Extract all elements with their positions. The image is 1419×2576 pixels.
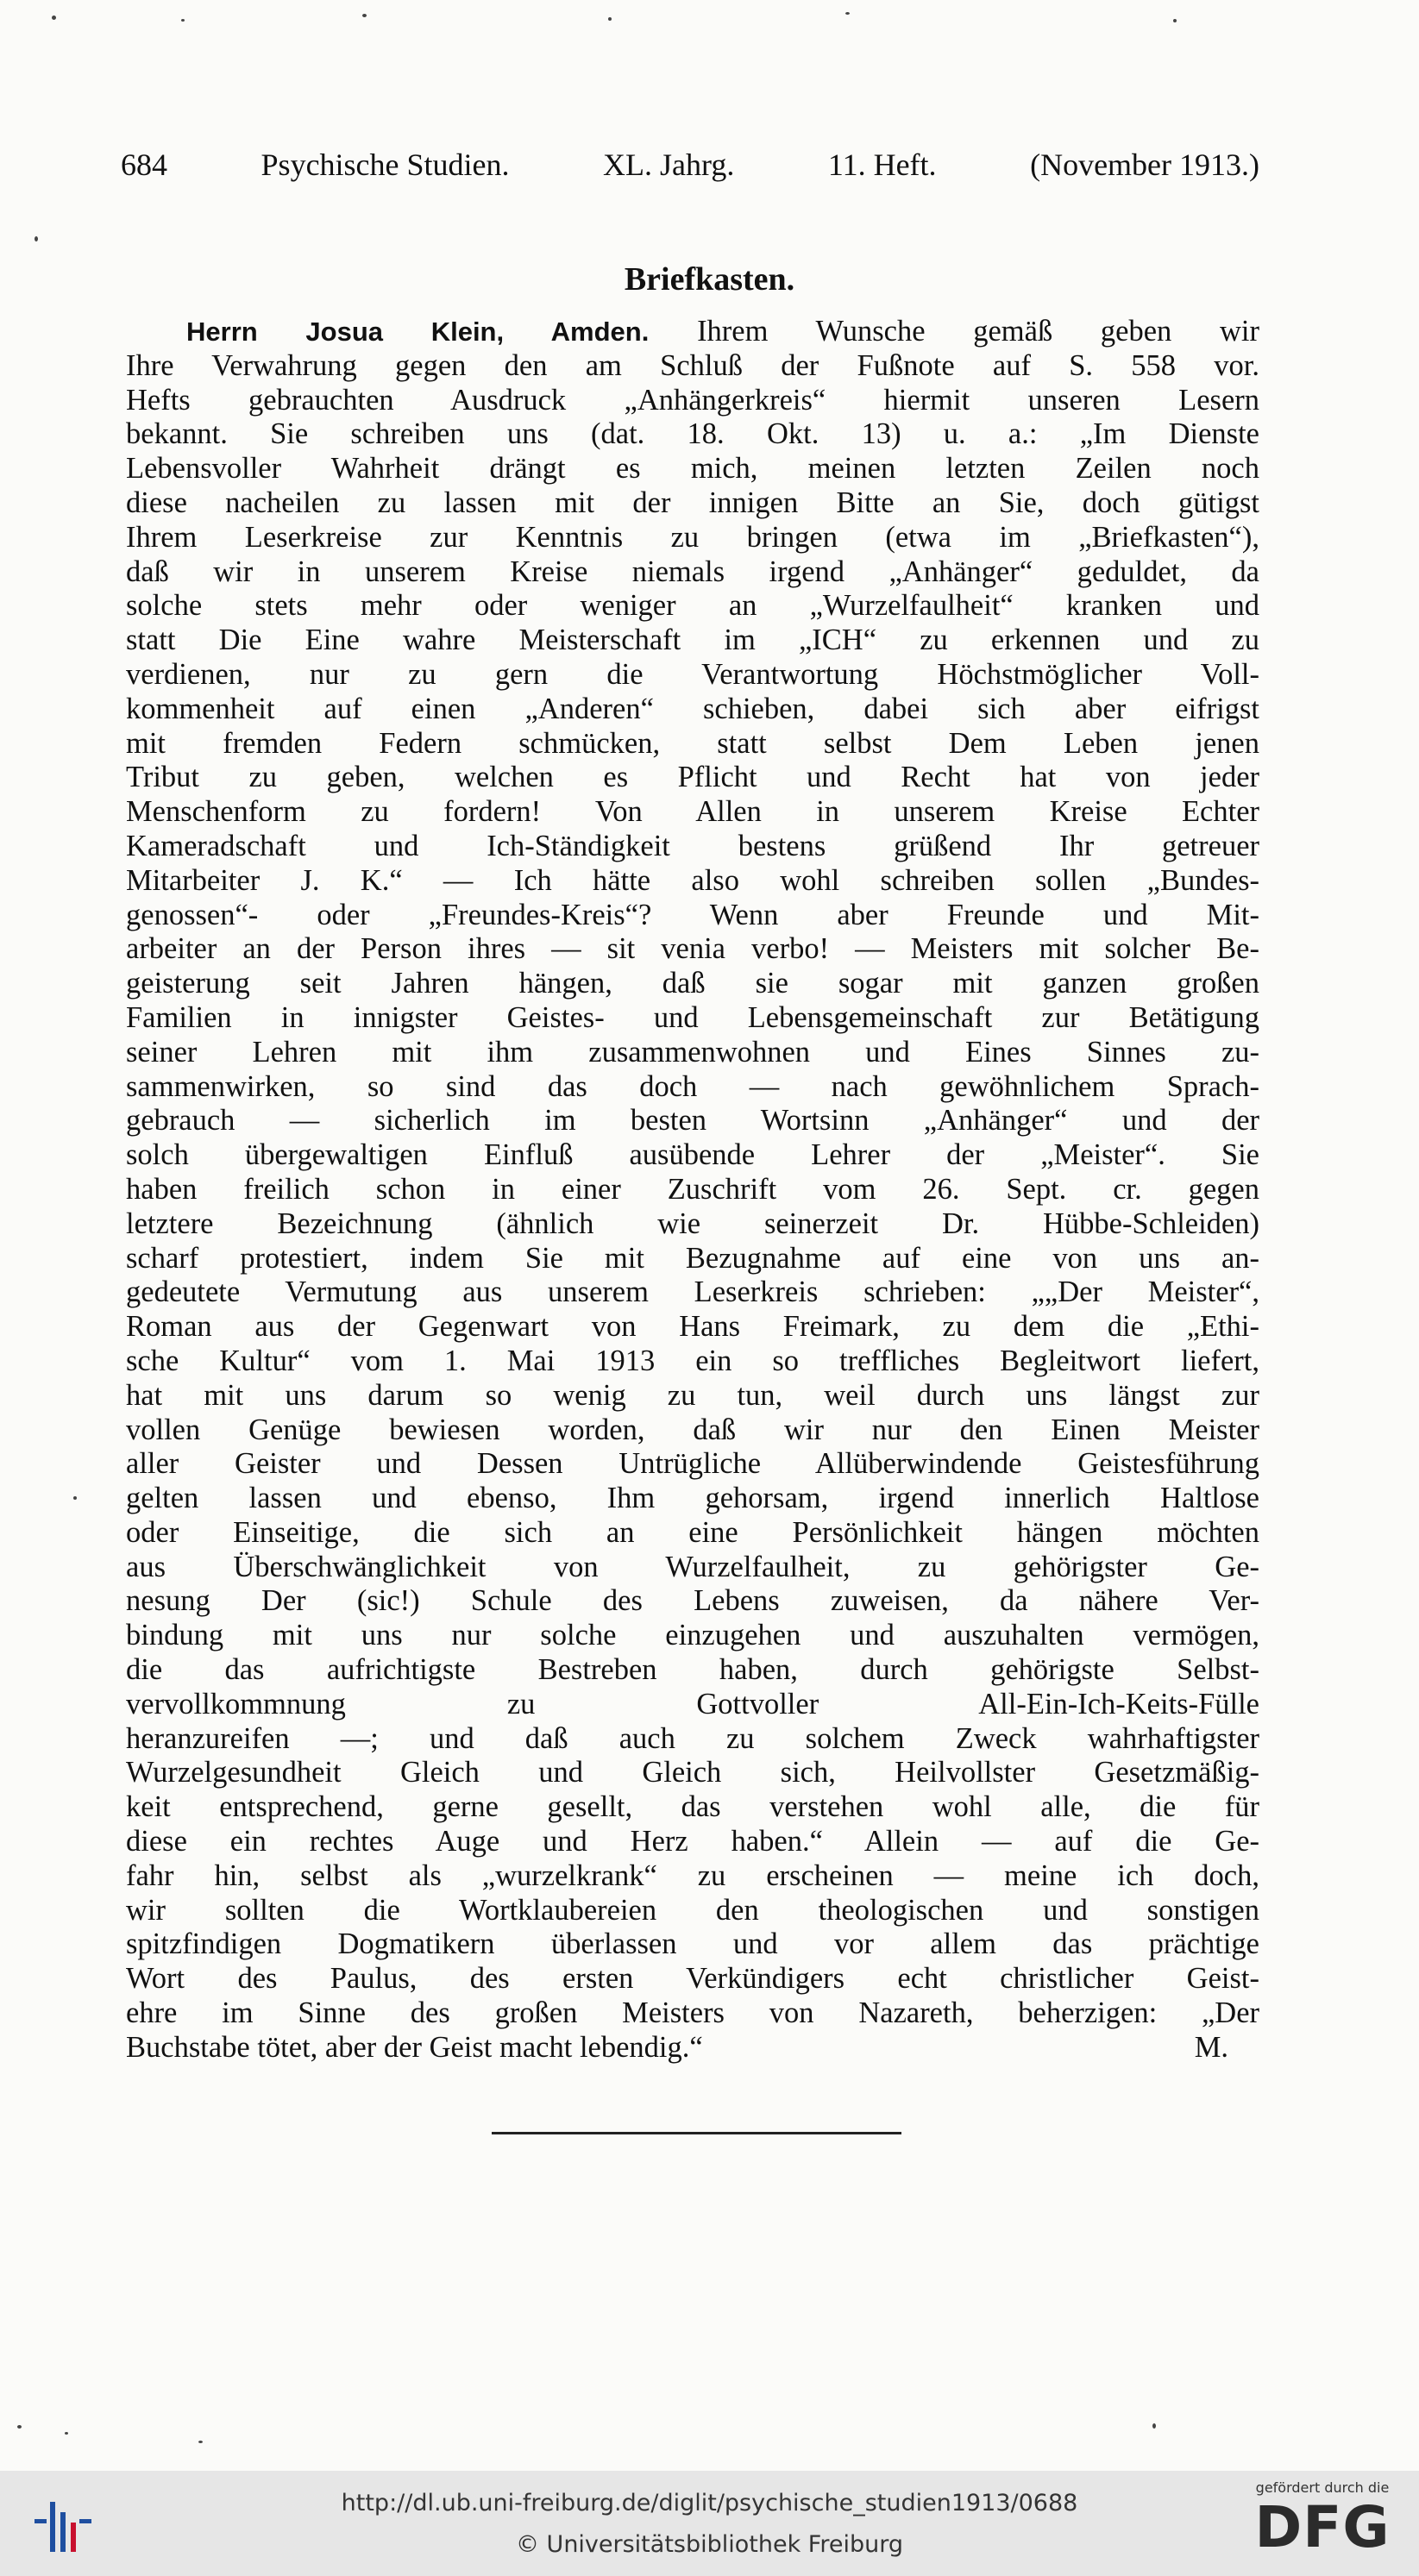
text-line: oder Einseitige, die sich an eine Persönlichkeit hängen möchten: [126, 1515, 1259, 1549]
text-line: letztere Bezeichnung (ähnlich wie seinerzeit Dr. Hübbe-Schleiden): [126, 1207, 1259, 1240]
first-line-text: Ihrem Wunsche gemäß geben wir: [697, 315, 1259, 348]
scan-speck: [845, 12, 850, 15]
issue-date: (November 1913.): [1030, 147, 1259, 182]
text-line: kommenheit auf einen „Anderen“ schieben, dabei sich aber eifrigst: [126, 692, 1259, 725]
scan-speck: [198, 2441, 203, 2443]
section-title: Briefkasten.: [624, 261, 795, 298]
scan-speck: [181, 19, 185, 22]
text-line: geisterung seit Jahren hängen, daß sie sogar mit ganzen großen: [126, 967, 1259, 1000]
source-url-link[interactable]: http://dl.ub.uni-freiburg.de/diglit/psychische_studien1913/0688: [341, 2490, 1078, 2516]
text-line: sche Kultur“ vom 1. Mai 1913 ein so treffliches Begleitwort liefert,: [126, 1344, 1259, 1377]
running-header: [121, 147, 1259, 183]
text-line: Mitarbeiter J. K.“ — Ich hätte also wohl schreiben sollen „Bundes-: [126, 863, 1259, 897]
volume-label: XL. Jahrg.: [603, 147, 735, 182]
letter-lines: [126, 349, 1259, 2031]
text-line: solche stets mehr oder weniger an „Wurzelfaulheit“ kranken und: [126, 589, 1259, 623]
scan-speck: [608, 17, 612, 21]
digitization-footer: [0, 2471, 1419, 2576]
journal-title: Psychische Studien.: [261, 147, 510, 182]
text-line: diese nacheilen zu lassen mit der innigen Bitte an Sie, doch gütigst: [126, 486, 1259, 519]
text-line: vollen Genüge bewiesen worden, daß wir nur den Einen Meister: [126, 1413, 1259, 1446]
text-line: Roman aus der Gegenwart von Hans Freimark, zu dem die „Ethi-: [126, 1310, 1259, 1344]
text-line: mit fremden Federn schmücken, statt selbst Dem Leben jenen: [126, 726, 1259, 760]
text-line: Wurzelgesundheit Gleich und Gleich sich, Heilvollster Gesetzmäßig-: [126, 1756, 1259, 1789]
text-line: solch übergewaltigen Einfluß ausübende Lehrer der „Meister“. Sie: [126, 1138, 1259, 1172]
text-line: die das aufrichtigste Bestreben haben, durch gehörigste Selbst-: [126, 1653, 1259, 1687]
text-line: ehre im Sinne des großen Meisters von Nazareth, beherzigen: „Der: [126, 1996, 1259, 2030]
text-line: heranzureifen —; und daß auch zu solchem Zweck wahrhaftigster: [126, 1721, 1259, 1755]
text-line: haben freilich schon in einer Zuschrift vom 26. Sept. cr. gegen: [126, 1172, 1259, 1206]
text-line: seiner Lehren mit ihm zusammenwohnen und Eines Sinnes zu-: [126, 1035, 1259, 1069]
sponsor-caption: gefördert durch die: [1255, 2479, 1390, 2496]
text-line: Hefts gebrauchten Ausdruck „Anhängerkreis“ hiermit unseren Lesern: [126, 383, 1259, 417]
page-number: 684: [121, 147, 167, 182]
text-line: vervollkommnung zu Gottvoller All-Ein-Ich-Keits-Fülle: [126, 1687, 1259, 1720]
text-line: statt Die Eine wahre Meisterschaft im „ICH“ zu erkennen und zu: [126, 624, 1259, 657]
scan-speck: [1173, 19, 1177, 22]
text-line: gedeutete Vermutung aus unserem Leserkreis schrieben: „„Der Meister“,: [126, 1275, 1259, 1309]
text-line: aller Geister und Dessen Untrügliche Allüberwindende Geistesführung: [126, 1447, 1259, 1481]
text-line: gelten lassen und ebenso, Ihm gehorsam, irgend innerlich Haltlose: [126, 1482, 1259, 1515]
text-line: wir sollten die Wortklaubereien den theologischen und sonstigen: [126, 1893, 1259, 1927]
text-line: nesung Der (sic!) Schule des Lebens zuweisen, da nähere Ver-: [126, 1584, 1259, 1618]
text-line: bekannt. Sie schreiben uns (dat. 18. Okt. 13) u. a.: „Im Dienste: [126, 417, 1259, 451]
text-line: Familien in innigster Geistes- und Lebensgemeinschaft zur Betätigung: [126, 1000, 1259, 1034]
text-line: Kameradschaft und Ich-Ständigkeit bestens grüßend Ihr getreuer: [126, 829, 1259, 862]
text-line: keit entsprechend, gerne gesellt, das verstehen wohl alle, die für: [126, 1790, 1259, 1824]
text-line: aus Überschwänglichkeit von Wurzelfaulheit, zu gehörigster Ge-: [126, 1550, 1259, 1583]
scan-speck: [17, 2425, 22, 2429]
text-line: Ihrem Leserkreise zur Kenntnis zu bringen (etwa im „Briefkasten“),: [126, 520, 1259, 554]
scan-speck: [65, 2432, 68, 2435]
scan-speck: [362, 14, 367, 17]
text-line: bindung mit uns nur solche einzugehen und auszuhalten vermögen,: [126, 1619, 1259, 1652]
scan-speck: [35, 236, 38, 241]
closing-quote-line: Buchstabe tötet, aber der Geist macht lebendig.“: [126, 2030, 703, 2064]
text-line: fahr hin, selbst als „wurzelkrank“ zu erscheinen — meine ich doch,: [126, 1858, 1259, 1892]
issue-label: 11. Heft.: [827, 147, 937, 182]
text-line: Menschenform zu fordern! Von Allen in unserem Kreise Echter: [126, 795, 1259, 829]
library-credit: © Universitätsbibliothek Freiburg: [515, 2531, 904, 2558]
text-line-last: [126, 2031, 1259, 2065]
text-line: Tribut zu geben, welchen es Pflicht und Recht hat von jeder: [126, 761, 1259, 794]
signature: M.: [1194, 2030, 1228, 2064]
addressee: Herrn Josua Klein, Amden.: [186, 317, 650, 347]
text-line: arbeiter an der Person ihres — sit venia verbo! — Meisters mit solcher Be-: [126, 932, 1259, 966]
scan-speck: [1152, 2423, 1156, 2429]
text-line: Ihre Verwahrung gegen den am Schluß der Fußnote auf S. 558 vor.: [126, 348, 1259, 382]
text-line: Wort des Paulus, des ersten Verkündigers echt christlicher Geist-: [126, 1962, 1259, 1996]
text-line: verdienen, nur zu gern die Verantwortung Höchstmöglicher Voll-: [126, 657, 1259, 691]
text-line: Lebensvoller Wahrheit drängt es mich, meinen letzten Zeilen noch: [126, 452, 1259, 486]
scan-speck: [52, 16, 56, 20]
text-line: diese ein rechtes Auge und Herz haben.“ Allein — auf die Ge-: [126, 1825, 1259, 1858]
text-line: scharf protestiert, indem Sie mit Bezugnahme auf eine von uns an-: [126, 1241, 1259, 1275]
scan-speck: [73, 1496, 77, 1500]
dfg-sponsor: [1245, 2479, 1400, 2560]
end-rule: [492, 2132, 901, 2134]
text-line: gebrauch — sicherlich im besten Wortsinn „Anhänger“ und der: [126, 1104, 1259, 1138]
text-line: hat mit uns darum so wenig zu tun, weil durch uns längst zur: [126, 1378, 1259, 1412]
text-line: sammenwirken, so sind das doch — nach gewöhnlichem Sprach-: [126, 1069, 1259, 1103]
text-line: [126, 315, 1259, 349]
dfg-logo: DFG: [1254, 2494, 1391, 2560]
text-line: daß wir in unserem Kreise niemals irgend „Anhänger“ geduldet, da: [126, 555, 1259, 588]
letter-body: [126, 315, 1259, 2065]
text-line: spitzfindigen Dogmatikern überlassen und vor allem das prächtige: [126, 1927, 1259, 1961]
text-line: genossen“- oder „Freundes-Kreis“? Wenn aber Freunde und Mit-: [126, 898, 1259, 931]
